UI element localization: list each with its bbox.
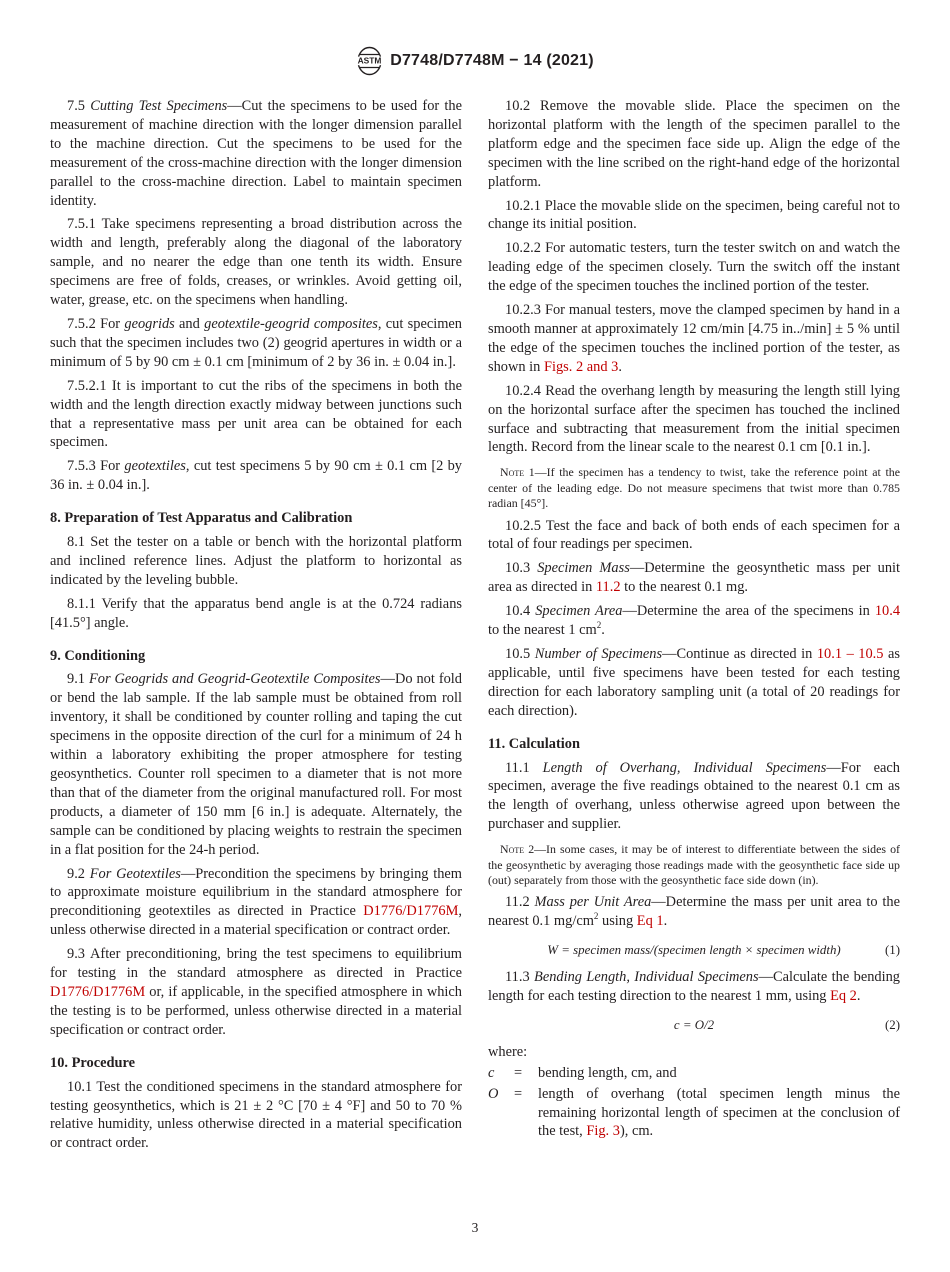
text-segment: .	[856, 987, 861, 1004]
text-segment: 7.5.3 For	[67, 458, 125, 475]
equals-sign: =	[514, 1085, 523, 1102]
section-heading: 9. Conditioning	[50, 647, 146, 664]
text-segment: .	[601, 622, 605, 639]
paragraph	[488, 602, 900, 640]
paragraph	[488, 517, 900, 555]
text-segment: —Continue as directed in	[662, 645, 817, 662]
text-segment: 7.5.1 Take specimens representing a broad distribution across the width and length, preferably along the diagonal of the laboratory sample, and no nearer the edge than one tenth its width. Ensure specimens are free of folds, creases, or wrinkles. Avoid getting oil, water, grease, etc. on the specimens when handling.	[50, 216, 462, 309]
text-segment: For Geogrids and Geogrid-Geotextile Composites	[88, 671, 381, 688]
paragraph	[488, 382, 900, 458]
paragraph	[488, 968, 900, 1006]
text-segment: 9.1	[67, 671, 89, 688]
text-segment: bending length, cm, and	[538, 1064, 677, 1081]
text-segment: 10.4	[505, 603, 536, 620]
paragraph	[50, 457, 462, 495]
equation	[488, 941, 900, 960]
text-segment: Note	[500, 465, 525, 480]
text-segment: geotextiles	[124, 458, 186, 475]
reference-link[interactable]: D1776/D1776M	[363, 903, 459, 920]
text-segment: , cut test specimens 5 by 90 cm ± 0.1 cm [2 by 36 in. ± 0.04 in.].	[50, 458, 463, 494]
reference-link[interactable]: D1776/D1776M	[50, 983, 146, 1000]
equation	[488, 1016, 900, 1035]
text-segment: 9.2	[67, 865, 90, 882]
astm-logo-icon	[356, 46, 383, 76]
paragraph	[488, 759, 900, 835]
text-segment: and	[174, 315, 205, 332]
text-segment: geotextile-geogrid composites	[204, 315, 378, 332]
paragraph	[488, 239, 900, 296]
page-footer	[0, 1220, 950, 1236]
definition-text	[538, 1085, 900, 1142]
standard-designation: D7748/D7748M − 14 (2021)	[390, 52, 594, 69]
text-segment: 10.2.5 Test the face and back of both ends of each specimen for a total of four readings per specimen.	[488, 517, 900, 553]
right-column	[488, 92, 900, 1153]
text-segment: length of overhang (total specimen length minus the remaining horizontal length of specimen at the conclusion of the test,	[538, 1085, 900, 1140]
reference-link[interactable]: Eq 1	[636, 913, 664, 930]
text-segment: Specimen Area	[535, 603, 623, 620]
text-segment: 8.1 Set the tester on a table or bench with the horizontal platform and inclined reference lines. Adjust the platform to horizontal as indicated by the leveling bubble.	[50, 534, 462, 588]
text-segment: 2	[596, 620, 602, 631]
text-segment: where:	[488, 1043, 528, 1060]
text-segment: Mass per Unit Area	[534, 894, 652, 911]
text-segment: as applicable, until five specimens have been tested for each testing direction for each laboratory sampling unit (a total of 20 readings for each direction).	[488, 645, 900, 719]
text-segment: Cutting Test Specimens	[90, 98, 228, 114]
definition-text	[538, 1064, 900, 1083]
reference-link[interactable]: Fig. 3	[586, 1123, 620, 1140]
paragraph	[488, 893, 900, 931]
text-segment: Note	[500, 842, 525, 857]
paragraph	[50, 595, 462, 633]
svg-text:ASTM: ASTM	[357, 55, 382, 66]
paragraph	[50, 945, 462, 1040]
text-segment: —Cut the specimens to be used for the measurement of machine direction with the longer dimension parallel to the machine direction. Cut the specimens to be used for the measurement of the cross-machine direction with the longer dimension parallel to the cross-machine direction. Label to maintain specimen identity.	[50, 98, 463, 209]
text-segment: Specimen Mass	[537, 560, 630, 577]
paragraph	[50, 865, 462, 941]
text-segment: , unless otherwise directed in a material specification or contract order.	[50, 903, 462, 939]
paragraph	[50, 670, 462, 859]
text-segment: For Geotextiles	[89, 865, 181, 882]
text-segment: 10.2.2 For automatic testers, turn the tester switch on and watch the leading edge of the specimen closely. Turn the switch off the instant the edge of the specimen touches the inclined portion of the tester.	[488, 240, 900, 295]
text-segment: 11.3	[505, 969, 535, 986]
text-segment: 11.2	[505, 894, 535, 911]
definition-row	[488, 1064, 900, 1083]
reference-link[interactable]: Eq 2	[830, 987, 857, 1004]
page-header	[0, 46, 950, 76]
text-segment: or, if applicable, in the specified atmosphere in which the testing is to be performed, unless otherwise directed in a material specification or contract order.	[50, 983, 462, 1038]
left-column	[50, 92, 462, 1153]
text-segment: Length of Overhang, Individual Specimens	[542, 759, 827, 776]
reference-link[interactable]: 10.4	[874, 603, 901, 620]
text-segment: 10.1 Test the conditioned specimens in the standard atmosphere for testing geosynthetics, which is 21 ± 2 °C [70 ± 4 °F] and 50 to 70 % relative humidity, unless otherwise directed in a material specification or contract order.	[50, 1078, 462, 1152]
text-segment: 2—In some cases, it may be of interest to differentiate between the sides of the geosynthetic by averaging those readings made with the geosynthetic face side up (out) separately from those with the geosynthetic face side down (in).	[488, 842, 900, 887]
equation-body	[547, 943, 840, 957]
text-segment: 9.3 After preconditioning, bring the test specimens to equilibrium for testing in the standard atmosphere as directed in Practice	[50, 946, 462, 982]
text-segment: Number of Specimens	[534, 645, 663, 662]
reference-link[interactable]: 11.2	[595, 579, 621, 596]
text-segment: 10.3	[505, 560, 538, 577]
section-heading: 11. Calculation	[488, 735, 580, 752]
equation-body	[674, 1018, 714, 1032]
text-segment: using	[598, 913, 637, 930]
text-segment: 1—If the specimen has a tendency to twist, take the reference point at the center of the leading edge. Do not measure specimens that twist more than 0.785 radian [45°].	[488, 465, 900, 511]
text-segment: W = specimen mass/(specimen length × specimen width)	[547, 943, 841, 958]
text-segment: geogrids	[124, 315, 175, 332]
text-segment: Bending Length, Individual Specimens	[534, 969, 759, 986]
reference-link[interactable]: 10.1 – 10.5	[816, 645, 884, 662]
text-segment: 2	[593, 911, 599, 922]
text-segment: —Calculate the bending length for each testing direction to the nearest 1 mm, using	[488, 969, 900, 1004]
section-heading: 10. Procedure	[50, 1054, 135, 1071]
paragraph	[50, 377, 462, 453]
text-segment: —Determine the geosynthetic mass per unit area as directed in	[488, 560, 901, 596]
paragraph	[488, 197, 900, 235]
paragraph	[488, 645, 900, 721]
text-segment: —Determine the mass per unit area to the nearest 0.1 mg/cm	[488, 894, 901, 930]
text-segment: ), cm.	[619, 1123, 654, 1140]
reference-link[interactable]: Figs. 2 and 3	[543, 358, 619, 375]
text-segment: —Determine the area of the specimens in	[622, 603, 875, 620]
text-segment: 11.1	[505, 759, 543, 776]
text-segment: to the nearest 0.1 mg.	[620, 579, 749, 596]
text-segment: c = O/2	[673, 1017, 715, 1032]
text-segment: to the nearest 1 cm	[488, 622, 597, 639]
equation-number: (2)	[884, 1017, 900, 1032]
definition-term: O	[488, 1085, 499, 1102]
text-segment: —Precondition the specimens by bringing them to approximate moisture equilibrium in the standard atmosphere for preconditioning geotextiles as directed in Practice	[50, 865, 462, 920]
paragraph	[50, 97, 462, 210]
text-segment: 10.5	[505, 645, 535, 662]
paragraph	[50, 533, 462, 590]
text-segment: .	[663, 913, 668, 930]
paragraph	[488, 559, 900, 597]
text-segment: , cut specimen such that the specimen includes two (2) geogrid apertures in width or a minimum of 5 by 90 cm ± 0.1 cm [minimum of 2 by 36 in. ± 0.04 in.].	[50, 315, 462, 370]
text-segment: 7.5.2.1 It is important to cut the ribs of the specimens in both the width and the length direction exactly midway between junctions such that a representative mass per unit area can be obtained for each specimen.	[50, 377, 462, 451]
text-segment: 10.2 Remove the movable slide. Place the specimen on the horizontal platform with the length of the specimen parallel to the platform edge and the specimen face side up. Align the edge of the specimen with the line scribed on the right-hand edge of the horizontal platform.	[488, 98, 900, 190]
paragraph	[50, 1078, 462, 1154]
text-segment: 7.5.2 For	[67, 315, 125, 332]
paragraph	[488, 1043, 900, 1062]
note-paragraph	[488, 842, 900, 888]
text-segment: —Do not fold or bend the lab sample. If the lab sample must be obtained from roll inventory, it shall be conditioned by counter rolling and taping the cut specimens in the opposite direction of the curl for a minimum of 24 h within a laboratory exhibiting the proper atmosphere for testing geosynthetics. Counter roll specimen to a diameter that is not more than that of the diameter from the original manufactured roll. For most products, a diameter of 150 mm [6 in.] is adequate. Alternately, the sample can be conditioned by placing weights to restrain the specimen in a flat position for the 24-h period.	[50, 671, 462, 858]
definition-term: c	[488, 1064, 495, 1081]
paragraph	[50, 315, 462, 372]
text-segment: 10.2.3 For manual testers, move the clamped specimen by hand in a smooth manner at approximately 12 cm/min [4.75 in../min] ± 5 % until the edge of the specimen touches the inclined portion of the tester, as shown in	[488, 302, 900, 375]
page-number: 3	[471, 1220, 479, 1235]
text-segment: —For each specimen, average the five readings obtained to the nearest 0.1 cm as the length of overhang, unless otherwise agreed upon between the purchaser and supplier.	[488, 759, 900, 833]
text-segment: 10.2.1 Place the movable slide on the specimen, being careful not to change its initial position.	[488, 197, 900, 233]
text-segment: 8.1.1 Verify that the apparatus bend angle is at the 0.724 radians [41.5°] angle.	[50, 595, 462, 631]
text-segment: .	[618, 358, 622, 375]
text-segment: 10.2.4 Read the overhang length by measuring the length still lying on the horizontal surface after the specimen has touched the inclined surface and subtracting that measurement from the initial specimen length. Record from the linear scale to the nearest 0.1 cm [0.1 in.].	[488, 382, 900, 456]
text-segment: 7.5	[67, 98, 91, 114]
definition-row	[488, 1085, 900, 1142]
note-paragraph	[488, 465, 900, 511]
document-body	[50, 92, 900, 1153]
equation-number: (1)	[884, 943, 900, 958]
paragraph	[488, 97, 900, 192]
paragraph	[488, 301, 900, 377]
paragraph	[50, 215, 462, 310]
equals-sign: =	[514, 1064, 523, 1081]
section-heading: 8. Preparation of Test Apparatus and Calibration	[50, 510, 353, 527]
